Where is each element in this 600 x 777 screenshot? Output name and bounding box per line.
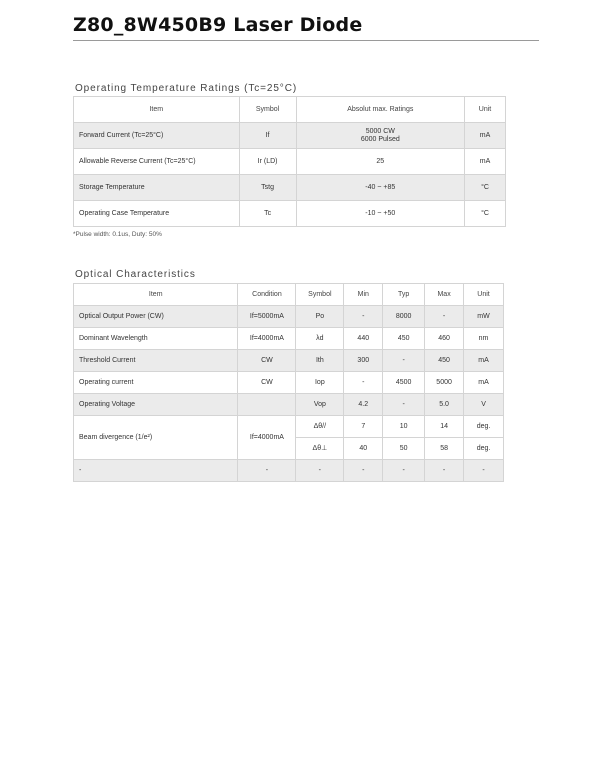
cell-condition bbox=[238, 394, 296, 416]
cell-typ: 450 bbox=[383, 328, 425, 350]
cell-item: Optical Output Power (CW) bbox=[74, 306, 238, 328]
table-row bbox=[74, 394, 504, 416]
cell-min: 440 bbox=[344, 328, 383, 350]
table-row bbox=[74, 372, 504, 394]
cell-typ: 10 bbox=[383, 416, 425, 438]
cell-unit: °C bbox=[465, 175, 506, 201]
rating-line: 6000 Pulsed bbox=[360, 135, 400, 143]
cell-rating: -10 ~ +50 bbox=[296, 201, 465, 227]
cell-rating bbox=[296, 123, 465, 149]
cell-typ: - bbox=[383, 460, 425, 482]
cell-unit: °C bbox=[465, 201, 506, 227]
cell-item: Forward Current (Tc=25°C) bbox=[74, 123, 240, 149]
cell-unit: V bbox=[464, 394, 504, 416]
operating-temp-table bbox=[73, 96, 506, 227]
cell-symbol: Tc bbox=[239, 201, 296, 227]
cell-condition: If=4000mA bbox=[238, 328, 296, 350]
header-symbol: Symbol bbox=[239, 97, 296, 123]
table-row bbox=[74, 328, 504, 350]
cell-item: Dominant Wavelength bbox=[74, 328, 238, 350]
header-max: Max bbox=[425, 284, 464, 306]
table-row bbox=[74, 123, 506, 149]
cell-symbol: Vop bbox=[296, 394, 344, 416]
cell-min: 4.2 bbox=[344, 394, 383, 416]
optical-table bbox=[73, 283, 504, 482]
table-row bbox=[74, 201, 506, 227]
header-ratings: Absolut max. Ratings bbox=[296, 97, 465, 123]
header-item: Item bbox=[74, 284, 238, 306]
cell-max: 450 bbox=[425, 350, 464, 372]
cell-item: Storage Temperature bbox=[74, 175, 240, 201]
cell-min: 300 bbox=[344, 350, 383, 372]
operating-temp-heading: Operating Temperature Ratings (Tc=25°C) bbox=[75, 83, 298, 94]
table-row bbox=[74, 175, 506, 201]
cell-unit: - bbox=[464, 460, 504, 482]
cell-min: - bbox=[344, 306, 383, 328]
cell-item: Allowable Reverse Current (Tc=25°C) bbox=[74, 149, 240, 175]
cell-symbol: If bbox=[239, 123, 296, 149]
cell-symbol: Po bbox=[296, 306, 344, 328]
cell-min: - bbox=[344, 460, 383, 482]
cell-item: Operating Voltage bbox=[74, 394, 238, 416]
cell-rating: 25 bbox=[296, 149, 465, 175]
table-header-row bbox=[74, 97, 506, 123]
cell-item: Operating Case Temperature bbox=[74, 201, 240, 227]
table-row bbox=[74, 416, 504, 438]
cell-unit: mA bbox=[465, 149, 506, 175]
cell-typ: 4500 bbox=[383, 372, 425, 394]
cell-symbol: Δθ⊥ bbox=[296, 438, 344, 460]
cell-unit: mA bbox=[465, 123, 506, 149]
rating-line: 5000 CW bbox=[365, 127, 395, 135]
cell-max: - bbox=[425, 306, 464, 328]
cell-condition: CW bbox=[238, 350, 296, 372]
cell-min: 40 bbox=[344, 438, 383, 460]
cell-unit: nm bbox=[464, 328, 504, 350]
cell-max: 58 bbox=[425, 438, 464, 460]
cell-unit: mW bbox=[464, 306, 504, 328]
cell-min: 7 bbox=[344, 416, 383, 438]
cell-unit: deg. bbox=[464, 438, 504, 460]
header-min: Min bbox=[344, 284, 383, 306]
table-row bbox=[74, 149, 506, 175]
cell-unit: deg. bbox=[464, 416, 504, 438]
pulse-footnote: *Pulse width: 0.1us, Duty: 50% bbox=[73, 231, 162, 238]
cell-min: - bbox=[344, 372, 383, 394]
cell-max: 5.0 bbox=[425, 394, 464, 416]
header-typ: Typ bbox=[383, 284, 425, 306]
table-row bbox=[74, 460, 504, 482]
table-row bbox=[74, 306, 504, 328]
cell-condition: CW bbox=[238, 372, 296, 394]
document-title: Z80_8W450B9 Laser Diode bbox=[73, 14, 363, 36]
cell-typ: 8000 bbox=[383, 306, 425, 328]
cell-item: Operating current bbox=[74, 372, 238, 394]
header-condition: Condition bbox=[238, 284, 296, 306]
optical-heading: Optical Characteristics bbox=[75, 269, 196, 280]
cell-typ: - bbox=[383, 394, 425, 416]
cell-symbol: Tstg bbox=[239, 175, 296, 201]
cell-condition: - bbox=[238, 460, 296, 482]
table-row bbox=[74, 350, 504, 372]
header-symbol: Symbol bbox=[296, 284, 344, 306]
cell-typ: - bbox=[383, 350, 425, 372]
header-unit: Unit bbox=[465, 97, 506, 123]
cell-item: - bbox=[74, 460, 238, 482]
cell-max: 460 bbox=[425, 328, 464, 350]
cell-symbol: Iop bbox=[296, 372, 344, 394]
cell-symbol: - bbox=[296, 460, 344, 482]
cell-item: Threshold Current bbox=[74, 350, 238, 372]
header-unit: Unit bbox=[464, 284, 504, 306]
table-header-row bbox=[74, 284, 504, 306]
cell-item: Beam divergence (1/e²) bbox=[74, 416, 238, 460]
cell-max: 14 bbox=[425, 416, 464, 438]
cell-symbol: Ir (LD) bbox=[239, 149, 296, 175]
cell-max: - bbox=[425, 460, 464, 482]
cell-unit: mA bbox=[464, 350, 504, 372]
cell-condition: If=4000mA bbox=[238, 416, 296, 460]
cell-max: 5000 bbox=[425, 372, 464, 394]
cell-unit: mA bbox=[464, 372, 504, 394]
header-item: Item bbox=[74, 97, 240, 123]
cell-symbol: Δθ// bbox=[296, 416, 344, 438]
cell-typ: 50 bbox=[383, 438, 425, 460]
cell-condition: If=5000mA bbox=[238, 306, 296, 328]
title-divider bbox=[73, 40, 539, 41]
cell-rating: -40 ~ +85 bbox=[296, 175, 465, 201]
cell-symbol: λd bbox=[296, 328, 344, 350]
cell-symbol: Ith bbox=[296, 350, 344, 372]
